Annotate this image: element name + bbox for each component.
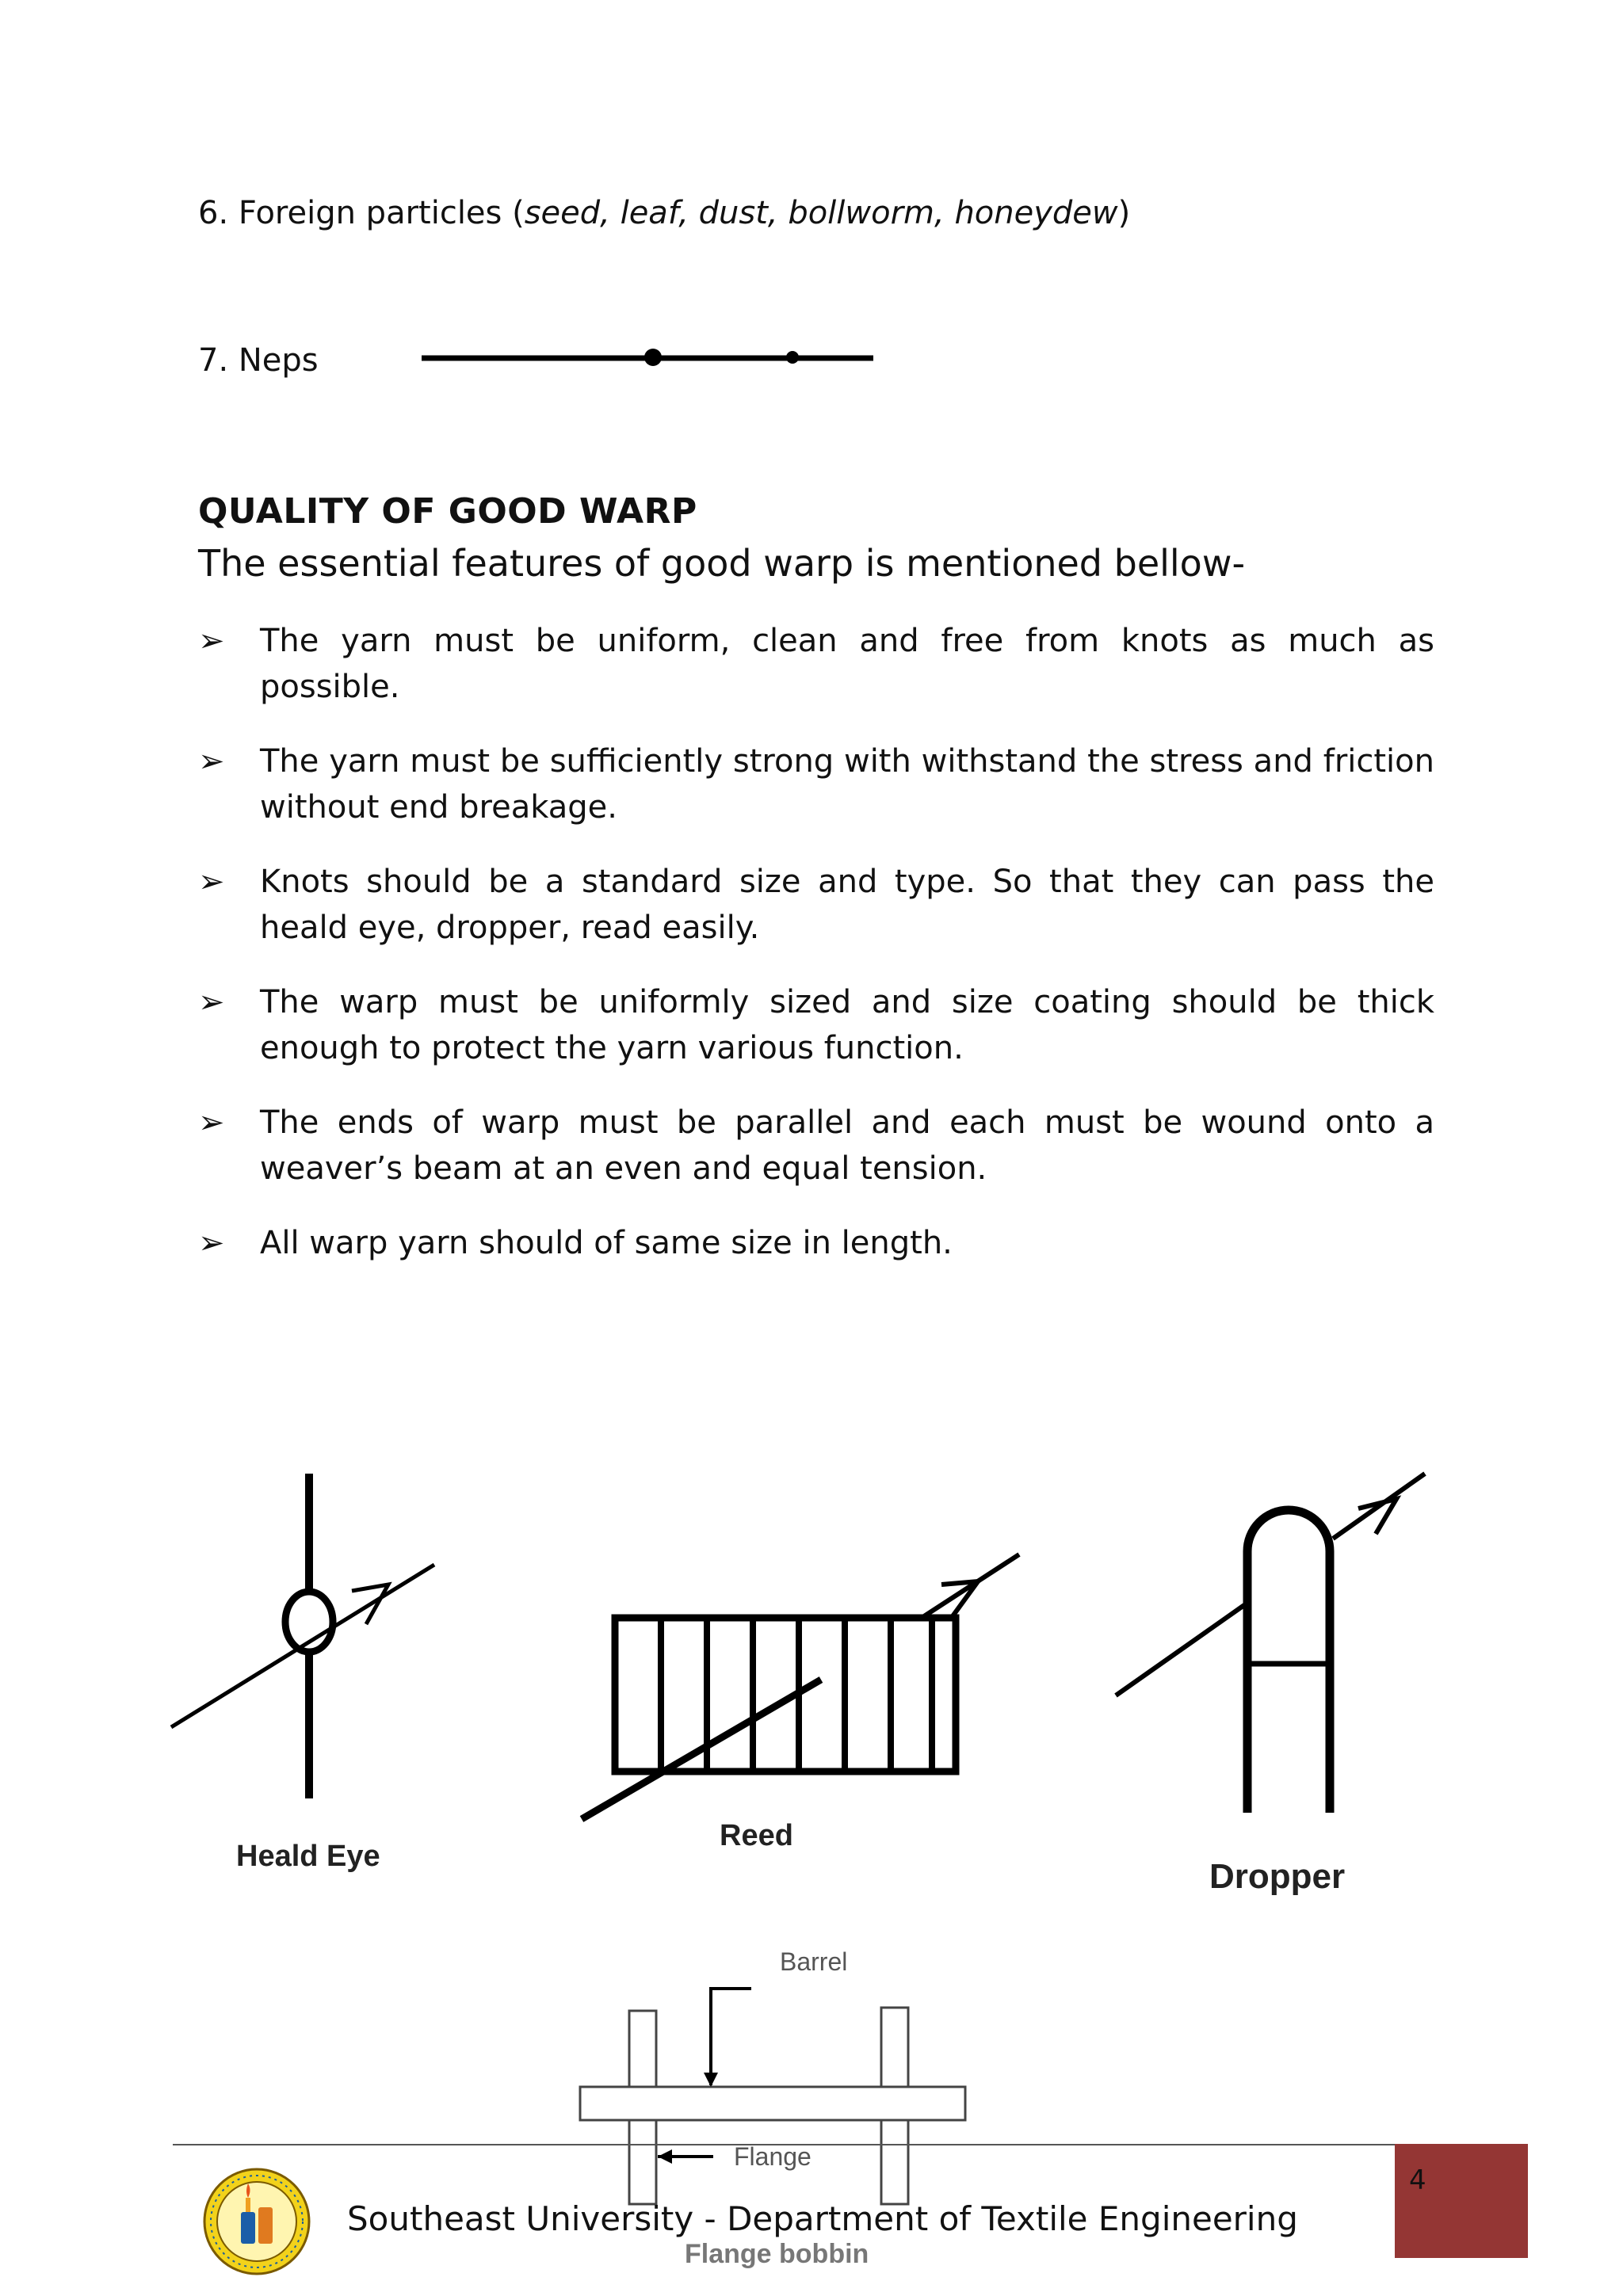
list-item: ➢ The ends of warp must be parallel and each must be wound onto a weaver’s beam at an even and equal tension.	[198, 1100, 1434, 1192]
list-item-neps: 7. Neps	[198, 342, 319, 379]
list-item-foreign-particles: 6. Foreign particles (seed, leaf, dust, bollworm, honeydew)	[198, 195, 1131, 231]
arrow-bullet-icon: ➢	[198, 864, 225, 900]
footer-text: Southeast University - Department of Textile Engineering	[347, 2199, 1298, 2238]
flange-bobbin-diagram	[571, 1957, 983, 2210]
arrow-bullet-icon: ➢	[198, 743, 225, 780]
flange-bobbin-caption: Flange bobbin	[685, 2239, 869, 2269]
page-number-box	[1395, 2144, 1528, 2258]
arrow-bullet-icon: ➢	[198, 1104, 225, 1141]
arrow-bullet-icon: ➢	[198, 623, 225, 659]
heald-eye-diagram	[158, 1466, 444, 1814]
section-heading: QUALITY OF GOOD WARP	[198, 491, 697, 532]
footer-divider	[173, 2144, 1396, 2145]
university-logo-icon	[201, 2166, 312, 2277]
list-item: ➢ The yarn must be sufficiently strong with withstand the stress and friction without end breakage.	[198, 738, 1434, 830]
arrow-bullet-icon: ➢	[198, 984, 225, 1020]
barrel-label: Barrel	[780, 1947, 848, 1976]
list-item: ➢ Knots should be a standard size and type. So that they can pass the heald eye, dropper, read easily.	[198, 859, 1434, 951]
foreign-particles-examples: seed, leaf, dust, bollworm, honeydew	[524, 195, 1118, 231]
page-number: 4	[1409, 2164, 1426, 2196]
dropper-label: Dropper	[1209, 1857, 1346, 1896]
dropper-diagram	[1102, 1458, 1450, 1822]
neps-illustration	[418, 333, 878, 372]
list-item: ➢ All warp yarn should of same size in length.	[198, 1220, 1434, 1266]
list-item: ➢ The yarn must be uniform, clean and free from knots as much as possible.	[198, 618, 1434, 710]
list-item: ➢ The warp must be uniformly sized and size coating should be thick enough to protect the yarn various function.	[198, 979, 1434, 1071]
heald-eye-label: Heald Eye	[236, 1840, 380, 1873]
reed-label: Reed	[720, 1819, 793, 1852]
arrow-bullet-icon: ➢	[198, 1225, 225, 1261]
flange-label: Flange	[734, 2142, 812, 2171]
section-intro: The essential features of good warp is mentioned bellow-	[198, 542, 1246, 585]
reed-diagram	[571, 1537, 1038, 1838]
warp-quality-list	[198, 618, 1434, 1295]
